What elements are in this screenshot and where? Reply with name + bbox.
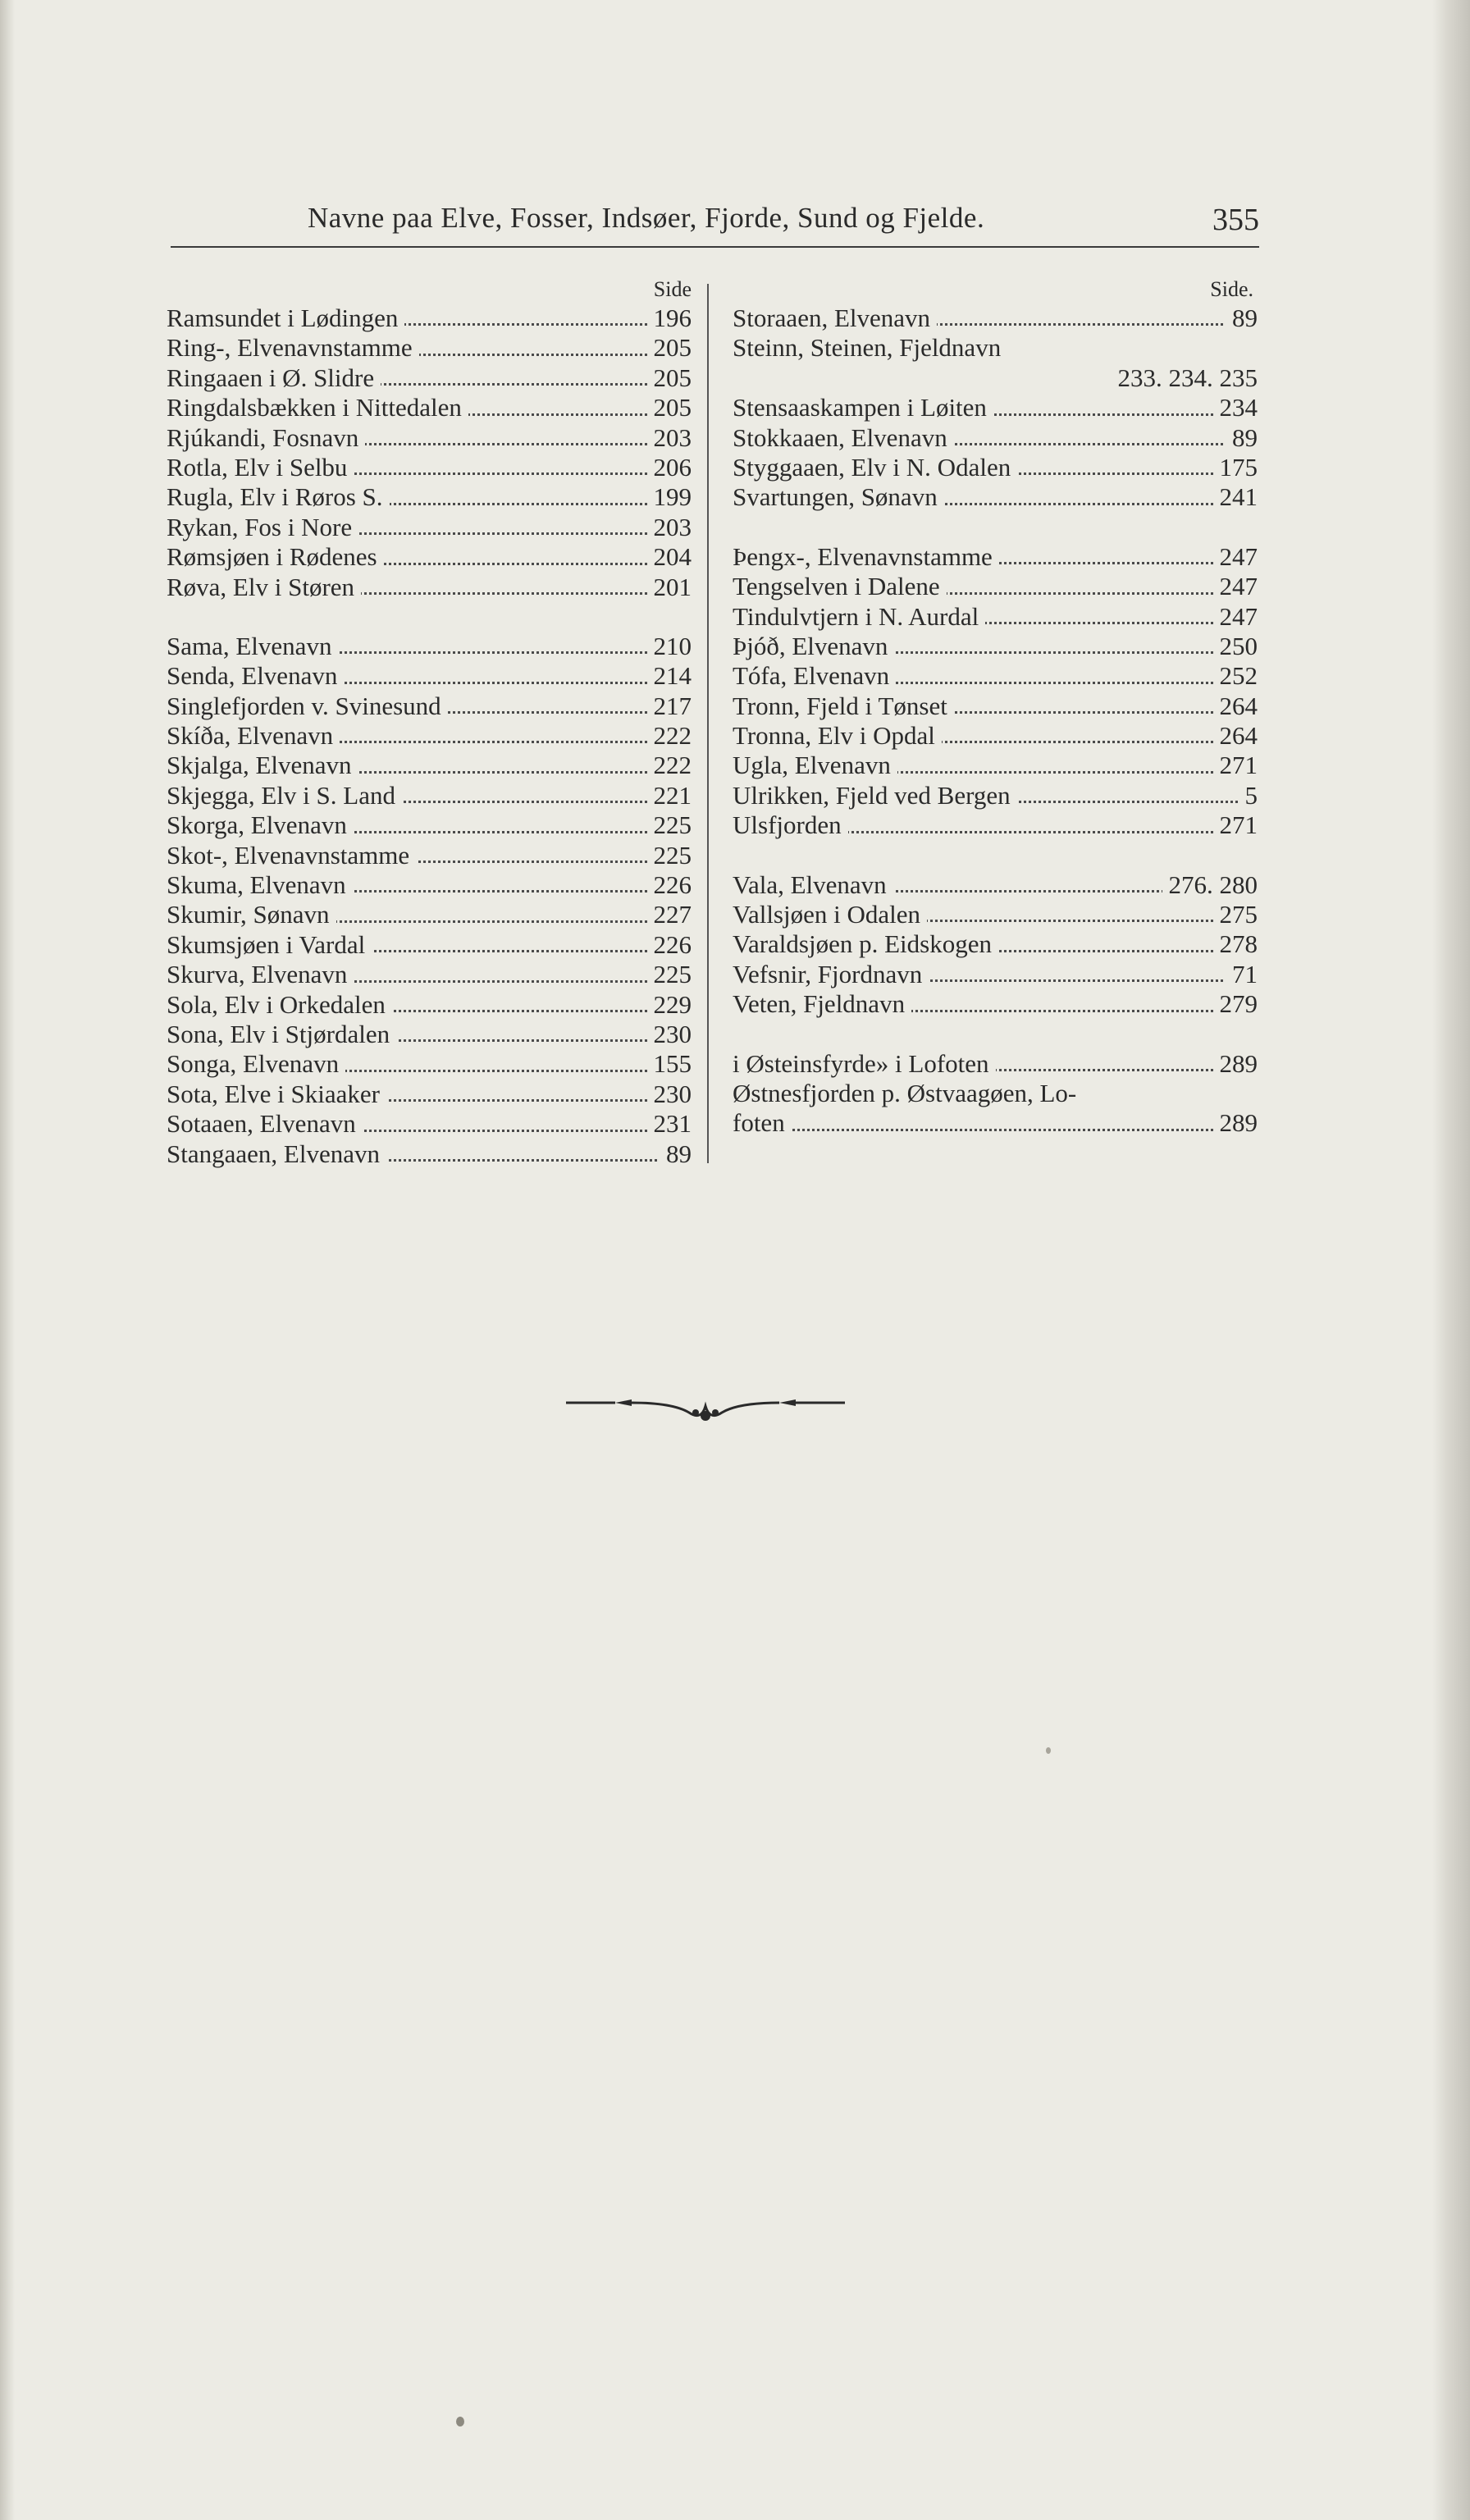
entry-page: 226 bbox=[647, 930, 692, 960]
entry-name: Ulrikken, Fjeld ved Bergen bbox=[733, 781, 1017, 810]
index-entry bbox=[167, 573, 692, 602]
entry-name: Songa, Elvenavn bbox=[167, 1049, 345, 1078]
index-entry bbox=[167, 930, 692, 960]
entry-name: Vefsnir, Fjordnavn bbox=[733, 960, 929, 988]
entry-page: 203 bbox=[647, 513, 692, 542]
index-entry bbox=[733, 781, 1258, 810]
entry-name: Rjúkandi, Fosnavn bbox=[167, 423, 365, 452]
index-entry bbox=[733, 960, 1258, 989]
entry-page: 203 bbox=[647, 423, 692, 453]
page-number: 355 bbox=[1212, 203, 1259, 237]
index-entry bbox=[733, 304, 1258, 333]
entry-page: 227 bbox=[647, 900, 692, 929]
entry-page: 155 bbox=[647, 1049, 692, 1079]
index-entry bbox=[167, 482, 692, 512]
entry-name: Vala, Elvenavn bbox=[733, 870, 893, 899]
entry-page: 271 bbox=[1213, 810, 1258, 840]
index-entry bbox=[167, 542, 692, 572]
entry-name: Røva, Elv i Støren bbox=[167, 573, 361, 601]
entry-page: 196 bbox=[647, 304, 692, 333]
entry-name: Ringdalsbækken i Nittedalen bbox=[167, 393, 468, 422]
entry-name: Ramsundet i Lødingen bbox=[167, 304, 404, 332]
entry-page: 89 bbox=[1226, 423, 1258, 453]
entry-page: 241 bbox=[1213, 482, 1258, 512]
index-entry bbox=[167, 900, 692, 929]
index-entry bbox=[733, 929, 1258, 959]
entry-name bbox=[733, 363, 739, 392]
entry-name: Tindulvtjern i N. Aurdal bbox=[733, 602, 985, 631]
index-entry bbox=[733, 1079, 1258, 1108]
entry-page: 279 bbox=[1213, 989, 1258, 1019]
entry-page: 204 bbox=[647, 542, 692, 572]
index-entry bbox=[167, 990, 692, 1020]
index-entry bbox=[167, 632, 692, 661]
entry-page: 199 bbox=[647, 482, 692, 512]
entry-name: Þengx-, Elvenavnstamme bbox=[733, 542, 999, 571]
section-gap bbox=[733, 513, 1258, 542]
index-entry bbox=[733, 393, 1258, 422]
entry-name: Ugla, Elvenavn bbox=[733, 751, 897, 779]
index-entry bbox=[733, 363, 1258, 393]
index-entry bbox=[733, 482, 1258, 512]
index-entry bbox=[733, 423, 1258, 453]
index-entry bbox=[733, 661, 1258, 691]
running-header bbox=[172, 202, 1259, 248]
entry-name: Sola, Elv i Orkedalen bbox=[167, 990, 392, 1019]
index-entry bbox=[167, 692, 692, 721]
entry-name: Sama, Elvenavn bbox=[167, 632, 338, 660]
index-entry bbox=[167, 661, 692, 691]
index-entry bbox=[167, 810, 692, 840]
index-entry bbox=[733, 1049, 1258, 1079]
leader-dots bbox=[733, 1129, 1258, 1131]
index-entry bbox=[167, 1139, 692, 1169]
index-entry bbox=[167, 721, 692, 751]
entry-page: 222 bbox=[647, 751, 692, 780]
section-gap bbox=[733, 1020, 1258, 1049]
entry-name: Steinn, Steinen, Fjeldnavn bbox=[733, 333, 1007, 362]
entry-name: Vallsjøen i Odalen bbox=[733, 900, 927, 929]
index-entry bbox=[733, 751, 1258, 780]
entry-name: Skjegga, Elv i S. Land bbox=[167, 781, 402, 810]
entry-page: 226 bbox=[647, 870, 692, 900]
entry-page: 234 bbox=[1213, 393, 1258, 422]
entry-page: 289 bbox=[1213, 1049, 1258, 1079]
index-entry bbox=[167, 453, 692, 482]
entry-page: 175 bbox=[1213, 453, 1258, 482]
entry-page: 230 bbox=[647, 1020, 692, 1049]
entry-name: Ring-, Elvenavnstamme bbox=[167, 333, 419, 362]
entry-name: Tronna, Elv i Opdal bbox=[733, 721, 942, 750]
entry-name: Sotaaen, Elvenavn bbox=[167, 1109, 363, 1138]
entry-page: 264 bbox=[1213, 721, 1258, 751]
entry-page: 252 bbox=[1213, 661, 1258, 691]
index-entry bbox=[167, 841, 692, 870]
entry-page: 205 bbox=[647, 393, 692, 422]
column-heading: Side. bbox=[1210, 277, 1253, 301]
column-divider bbox=[707, 284, 709, 1163]
entry-page: 250 bbox=[1213, 632, 1258, 661]
entry-name: Rykan, Fos i Nore bbox=[167, 513, 358, 541]
entry-page: 222 bbox=[647, 721, 692, 751]
entry-name: Rugla, Elv i Røros S. bbox=[167, 482, 390, 511]
ornament-divider bbox=[566, 1388, 845, 1429]
paper-speck bbox=[1046, 1747, 1051, 1754]
index-entry bbox=[167, 363, 692, 393]
entry-name: Senda, Elvenavn bbox=[167, 661, 344, 690]
entry-page: 225 bbox=[647, 810, 692, 840]
entry-page: 89 bbox=[660, 1139, 692, 1169]
entry-page: 289 bbox=[1213, 1108, 1258, 1138]
entry-page: 278 bbox=[1213, 929, 1258, 959]
index-entry bbox=[733, 333, 1258, 363]
entry-name: i Østeinsfyrde» i Lofoten bbox=[733, 1049, 996, 1078]
page-shadow-left bbox=[0, 0, 15, 2520]
entry-page: 214 bbox=[647, 661, 692, 691]
index-entry bbox=[167, 781, 692, 810]
entry-name: Skjalga, Elvenavn bbox=[167, 751, 358, 779]
entry-name: Varaldsjøen p. Eidskogen bbox=[733, 929, 998, 958]
index-entry bbox=[733, 721, 1258, 751]
entry-page: 247 bbox=[1213, 572, 1258, 601]
index-entry bbox=[733, 1108, 1258, 1138]
page-shadow-right bbox=[1432, 0, 1470, 2520]
entry-page: 217 bbox=[647, 692, 692, 721]
entry-name: Skuma, Elvenavn bbox=[167, 870, 353, 899]
entry-page: 275 bbox=[1213, 900, 1258, 929]
entry-name: Skumir, Sønavn bbox=[167, 900, 336, 929]
column-heading: Side bbox=[653, 277, 692, 301]
index-entry bbox=[167, 304, 692, 333]
index-entry bbox=[733, 542, 1258, 572]
index-entry bbox=[733, 989, 1258, 1019]
header-rule bbox=[171, 246, 1259, 248]
entry-name: Ulsfjorden bbox=[733, 810, 848, 839]
index-entry bbox=[733, 453, 1258, 482]
entry-name: Sota, Elve i Skiaaker bbox=[167, 1080, 386, 1108]
index-entry bbox=[733, 900, 1258, 929]
entry-name: Veten, Fjeldnavn bbox=[733, 989, 911, 1018]
entry-page: 205 bbox=[647, 333, 692, 363]
index-entry bbox=[733, 870, 1258, 900]
entry-name: Ringaaen i Ø. Slidre bbox=[167, 363, 381, 392]
entry-page: 205 bbox=[647, 363, 692, 393]
index-entry bbox=[167, 1020, 692, 1049]
entry-page: 225 bbox=[647, 841, 692, 870]
entry-page: 225 bbox=[647, 960, 692, 989]
entry-name: Tronn, Fjeld i Tønset bbox=[733, 692, 954, 720]
section-gap bbox=[733, 841, 1258, 870]
entry-page: 221 bbox=[647, 781, 692, 810]
entry-page: 89 bbox=[1226, 304, 1258, 333]
index-column-left bbox=[167, 277, 692, 1169]
index-entry bbox=[733, 602, 1258, 632]
entry-name: Tófa, Elvenavn bbox=[733, 661, 896, 690]
entry-page: 231 bbox=[647, 1109, 692, 1139]
entry-name: Skorga, Elvenavn bbox=[167, 810, 354, 839]
entry-name: Sona, Elv i Stjørdalen bbox=[167, 1020, 396, 1048]
index-entry bbox=[733, 632, 1258, 661]
entry-page: 229 bbox=[647, 990, 692, 1020]
entry-name: Rotla, Elv i Selbu bbox=[167, 453, 354, 482]
entry-name: Skumsjøen i Vardal bbox=[167, 930, 372, 959]
entry-name: Skíða, Elvenavn bbox=[167, 721, 340, 750]
entry-page: 206 bbox=[647, 453, 692, 482]
entry-name: foten bbox=[733, 1108, 792, 1137]
entry-page: 5 bbox=[1239, 781, 1258, 810]
entry-page: 201 bbox=[647, 573, 692, 602]
index-entry bbox=[733, 692, 1258, 721]
index-entry bbox=[167, 751, 692, 780]
entry-name: Østnesfjorden p. Østvaagøen, Lo- bbox=[733, 1079, 1083, 1107]
entry-page: 271 bbox=[1213, 751, 1258, 780]
entry-name: Stokkaaen, Elvenavn bbox=[733, 423, 954, 452]
index-entry bbox=[167, 960, 692, 989]
section-gap bbox=[167, 602, 692, 632]
entry-name: Singlefjorden v. Svinesund bbox=[167, 692, 448, 720]
entry-name: Skurva, Elvenavn bbox=[167, 960, 354, 988]
entry-name: Skot-, Elvenavnstamme bbox=[167, 841, 416, 870]
index-entry bbox=[167, 1080, 692, 1109]
index-entry bbox=[167, 1049, 692, 1079]
index-entry bbox=[167, 1109, 692, 1139]
index-entry bbox=[167, 513, 692, 542]
entry-name: Storaaen, Elvenavn bbox=[733, 304, 937, 332]
entry-page: 233. 234. 235 bbox=[1112, 363, 1258, 393]
entry-page: 247 bbox=[1213, 602, 1258, 632]
index-entry bbox=[733, 572, 1258, 601]
index-entry bbox=[733, 810, 1258, 840]
entry-name: Rømsjøen i Rødenes bbox=[167, 542, 384, 571]
index-entry bbox=[167, 333, 692, 363]
index-entry bbox=[167, 423, 692, 453]
index-entry bbox=[167, 393, 692, 422]
entry-name: Tengselven i Dalene bbox=[733, 572, 947, 600]
entry-name: Þjóð, Elvenavn bbox=[733, 632, 894, 660]
entry-page: 210 bbox=[647, 632, 692, 661]
index-column-right bbox=[733, 277, 1258, 1139]
entry-name: Stensaaskampen i Løiten bbox=[733, 393, 993, 422]
entry-page: 71 bbox=[1226, 960, 1258, 989]
entry-page: 264 bbox=[1213, 692, 1258, 721]
entry-name: Svartungen, Sønavn bbox=[733, 482, 944, 511]
header-title: Navne paa Elve, Fosser, Indsøer, Fjorde, Sund og Fjelde. bbox=[308, 202, 985, 234]
entry-page: 247 bbox=[1213, 542, 1258, 572]
entry-name: Stangaaen, Elvenavn bbox=[167, 1139, 386, 1168]
paper-speck bbox=[456, 2417, 464, 2426]
entry-page: 276. 280 bbox=[1162, 870, 1258, 900]
entry-name: Styggaaen, Elv i N. Odalen bbox=[733, 453, 1017, 482]
index-entry bbox=[167, 870, 692, 900]
entry-page: 230 bbox=[647, 1080, 692, 1109]
